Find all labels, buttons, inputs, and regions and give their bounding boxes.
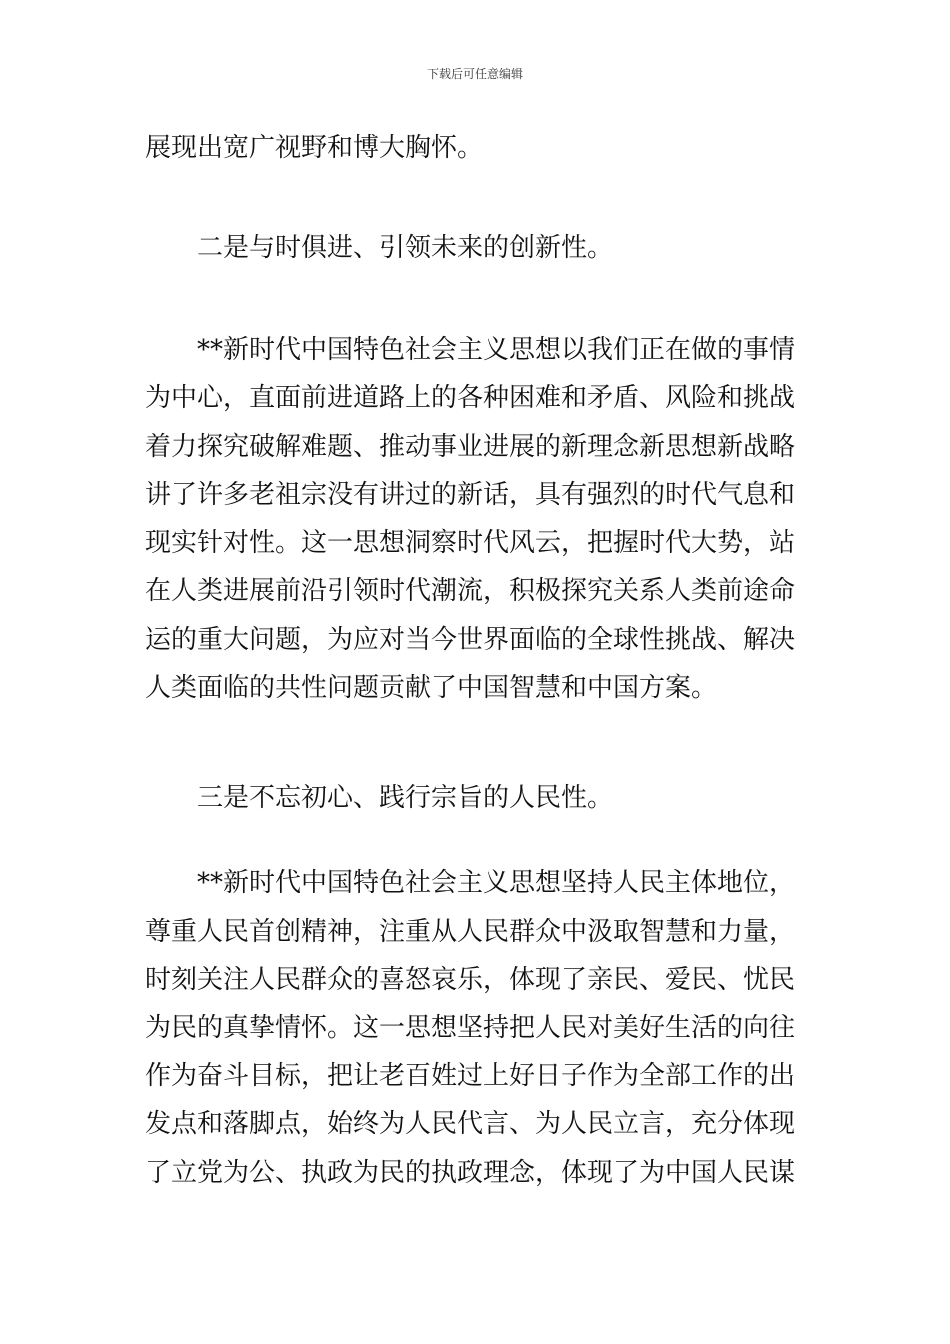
text-line: **新时代中国特色社会主义思想坚持人民主体地位，	[197, 868, 796, 898]
text-line: **新时代中国特色社会主义思想以我们正在做的事情	[197, 335, 796, 365]
text-line: 在人类进展前沿引领时代潮流，积极探究关系人类前途命	[145, 576, 796, 606]
text-line: 现实针对性。这一思想洞察时代风云，把握时代大势，站	[145, 528, 796, 558]
text-line: 尊重人民首创精神，注重从人民群众中汲取智慧和力量，	[145, 917, 796, 947]
section-heading: 三是不忘初心、践行宗旨的人民性。	[197, 783, 614, 813]
text-line: 展现出宽广视野和博大胸怀。	[145, 133, 484, 163]
section-heading: 二是与时俱进、引领未来的创新性。	[197, 233, 614, 263]
text-line: 着力探究破解难题、推动事业进展的新理念新思想新战略	[145, 432, 796, 462]
text-line: 人类面临的共性问题贡献了中国智慧和中国方案。	[145, 673, 718, 703]
text-line: 运的重大问题，为应对当今世界面临的全球性挑战、解决	[145, 625, 796, 655]
text-line: 作为奋斗目标，把让老百姓过上好日子作为全部工作的出	[145, 1061, 796, 1091]
text-line: 时刻关注人民群众的喜怒哀乐，体现了亲民、爱民、忧民	[145, 965, 796, 995]
text-line: 讲了许多老祖宗没有讲过的新话，具有强烈的时代气息和	[145, 480, 796, 510]
text-line: 了立党为公、执政为民的执政理念，体现了为中国人民谋	[145, 1158, 796, 1188]
text-line: 为中心，直面前进道路上的各种困难和矛盾、风险和挑战	[145, 383, 796, 413]
page-header: 下载后可任意编辑	[426, 67, 523, 81]
text-line: 发点和落脚点，始终为人民代言、为人民立言，充分体现	[145, 1109, 796, 1139]
text-line: 为民的真挚情怀。这一思想坚持把人民对美好生活的向往	[145, 1013, 796, 1043]
